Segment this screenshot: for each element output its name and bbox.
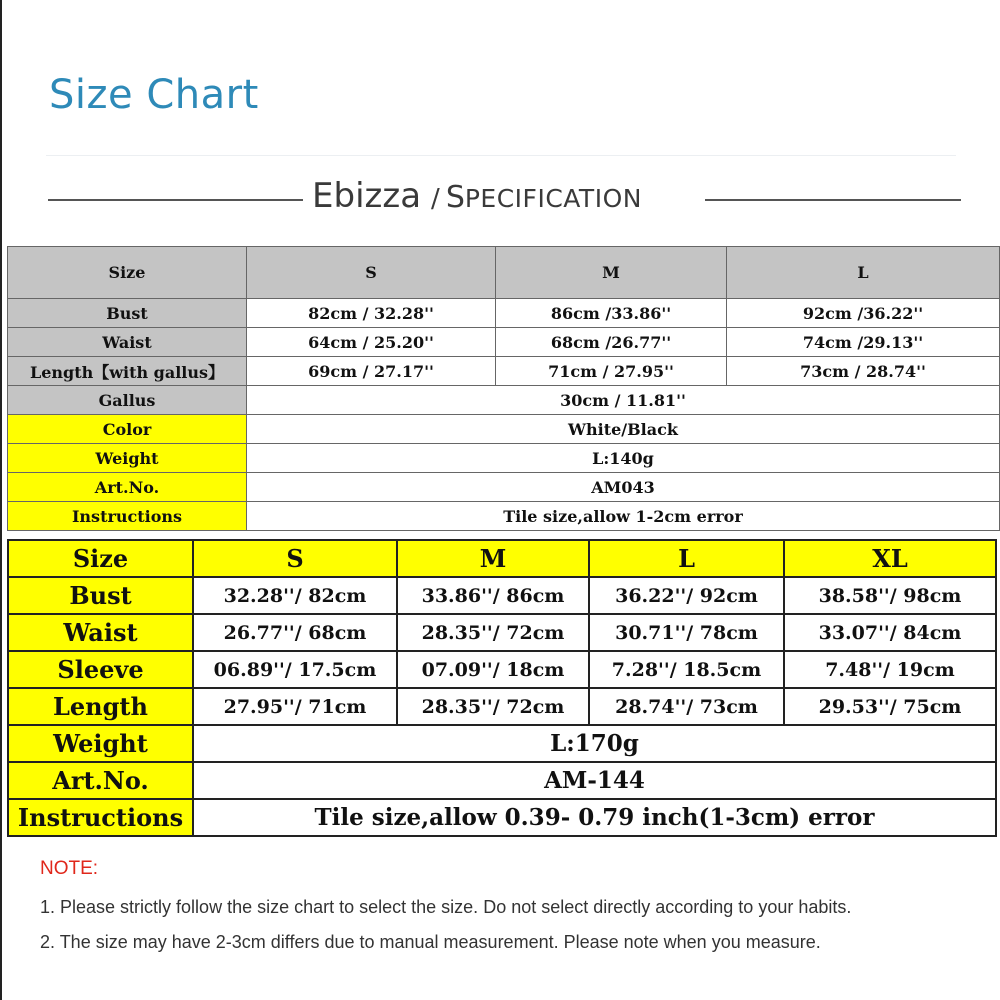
table-row xyxy=(8,386,1000,415)
cell-value: 30.71''/ 78cm xyxy=(589,614,784,651)
cell-value: 27.95''/ 71cm xyxy=(193,688,397,725)
cell-value: 86cm /33.86'' xyxy=(496,299,727,328)
cell-value: Tile size,allow 0.39- 0.79 inch(1-3cm) error xyxy=(193,799,996,836)
row-label: Instructions xyxy=(8,502,247,531)
cell-value: 68cm /26.77'' xyxy=(496,328,727,357)
row-label: Weight xyxy=(8,444,247,473)
table-row xyxy=(8,614,996,651)
banner-line-left xyxy=(48,199,303,201)
cell-value: 74cm /29.13'' xyxy=(727,328,1000,357)
header-s: S xyxy=(193,540,397,577)
cell-value: 28.35''/ 72cm xyxy=(397,614,589,651)
row-label: Weight xyxy=(8,725,193,762)
header-s: S xyxy=(247,247,496,299)
cell-value: Tile size,allow 1-2cm error xyxy=(247,502,1000,531)
table-row xyxy=(8,473,1000,502)
table-row xyxy=(8,725,996,762)
row-label: Color xyxy=(8,415,247,444)
page-title: Size Chart xyxy=(49,72,259,118)
brand-name: Ebizza xyxy=(312,176,422,216)
row-label: Sleeve xyxy=(8,651,193,688)
cell-value: 36.22''/ 92cm xyxy=(589,577,784,614)
row-label: Length xyxy=(8,688,193,725)
title-divider xyxy=(46,155,956,156)
row-label: Waist xyxy=(8,328,247,357)
cell-value: 06.89''/ 17.5cm xyxy=(193,651,397,688)
table-row xyxy=(8,799,996,836)
table-row xyxy=(8,688,996,725)
cell-value: 69cm / 27.17'' xyxy=(247,357,496,386)
row-label: Art.No. xyxy=(8,762,193,799)
cell-value: 92cm /36.22'' xyxy=(727,299,1000,328)
header-xl: XL xyxy=(784,540,996,577)
specification-banner xyxy=(312,176,642,216)
cell-value: 07.09''/ 18cm xyxy=(397,651,589,688)
table-row xyxy=(8,651,996,688)
note-line: 2. The size may have 2-3cm differs due to manual measurement. Please note when you measure. xyxy=(40,932,821,952)
cell-value: 26.77''/ 68cm xyxy=(193,614,397,651)
cell-value: 33.07''/ 84cm xyxy=(784,614,996,651)
cell-value: AM-144 xyxy=(193,762,996,799)
left-border-line xyxy=(0,0,2,1000)
row-label: Bust xyxy=(8,299,247,328)
cell-value: White/Black xyxy=(247,415,1000,444)
cell-value: 38.58''/ 98cm xyxy=(784,577,996,614)
cell-value: 28.35''/ 72cm xyxy=(397,688,589,725)
cell-value: 29.53''/ 75cm xyxy=(784,688,996,725)
row-label: Bust xyxy=(8,577,193,614)
table-row xyxy=(8,502,1000,531)
cell-value: 28.74''/ 73cm xyxy=(589,688,784,725)
header-l: L xyxy=(727,247,1000,299)
spec-table-am144 xyxy=(7,539,997,837)
row-label: Art.No. xyxy=(8,473,247,502)
table-header-row xyxy=(8,540,996,577)
cell-value: 82cm / 32.28'' xyxy=(247,299,496,328)
table-row xyxy=(8,299,1000,328)
header-l: L xyxy=(589,540,784,577)
row-label: Waist xyxy=(8,614,193,651)
banner-line-right xyxy=(705,199,961,201)
header-m: M xyxy=(397,540,589,577)
cell-value: 30cm / 11.81'' xyxy=(247,386,1000,415)
header-size: Size xyxy=(8,247,247,299)
spec-table-ebizza xyxy=(7,246,1000,531)
header-m: M xyxy=(496,247,727,299)
cell-value: 71cm / 27.95'' xyxy=(496,357,727,386)
header-size: Size xyxy=(8,540,193,577)
table-row xyxy=(8,577,996,614)
table-row xyxy=(8,328,1000,357)
row-label: Length【with gallus】 xyxy=(8,357,247,386)
table-header-row xyxy=(8,247,1000,299)
table-row xyxy=(8,357,1000,386)
cell-value: 73cm / 28.74'' xyxy=(727,357,1000,386)
row-label: Gallus xyxy=(8,386,247,415)
cell-value: L:140g xyxy=(247,444,1000,473)
note-title: NOTE: xyxy=(40,858,99,879)
row-label: Instructions xyxy=(8,799,193,836)
note-line: 1. Please strictly follow the size chart to select the size. Do not select directly according to your habits. xyxy=(40,897,852,917)
cell-value: AM043 xyxy=(247,473,1000,502)
cell-value: 32.28''/ 82cm xyxy=(193,577,397,614)
table-row xyxy=(8,415,1000,444)
banner-spec-rest: PECIFICATION xyxy=(464,184,642,213)
cell-value: 7.48''/ 19cm xyxy=(784,651,996,688)
banner-slash: / xyxy=(431,184,440,214)
table-row xyxy=(8,444,1000,473)
banner-spec-initial: S xyxy=(445,180,465,215)
cell-value: 33.86''/ 86cm xyxy=(397,577,589,614)
table-row xyxy=(8,762,996,799)
cell-value: 64cm / 25.20'' xyxy=(247,328,496,357)
cell-value: L:170g xyxy=(193,725,996,762)
cell-value: 7.28''/ 18.5cm xyxy=(589,651,784,688)
